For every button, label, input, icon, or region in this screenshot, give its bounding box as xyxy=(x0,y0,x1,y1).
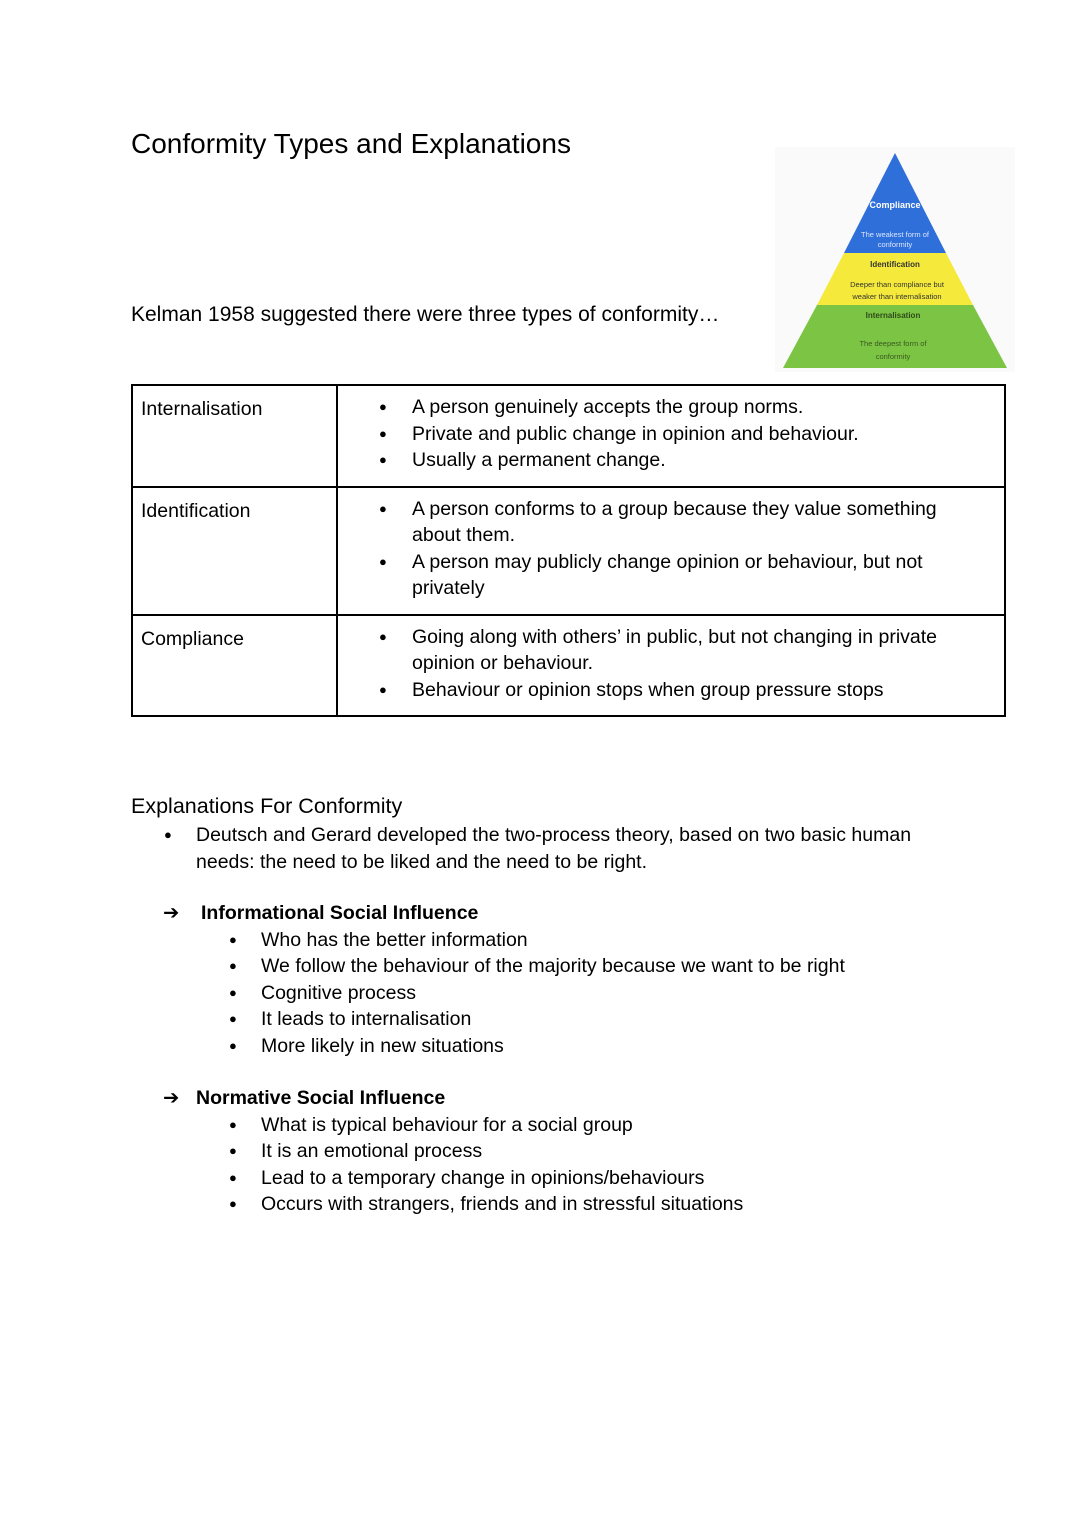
list-item: ● It is an emotional process xyxy=(163,1138,743,1165)
section-title: Informational Social Influence xyxy=(201,902,479,924)
pyramid-label-identification: Identification xyxy=(870,260,920,269)
list-item: ● Cognitive process xyxy=(163,980,845,1007)
arrow-icon: ➔ xyxy=(163,1087,180,1109)
list-item: ● More likely in new situations xyxy=(163,1033,845,1060)
informational-influence-section xyxy=(163,900,845,1059)
type-name: Internalisation xyxy=(132,385,337,487)
normative-influence-section xyxy=(163,1085,743,1218)
type-description xyxy=(337,615,1005,717)
type-description xyxy=(337,385,1005,487)
table-row xyxy=(132,615,1005,717)
list-item: ● Occurs with strangers, friends and in stressful situations xyxy=(163,1191,743,1218)
list-item: ● We follow the behaviour of the majority because we want to be right xyxy=(163,953,845,980)
section-heading xyxy=(163,900,845,927)
list-item: ● Usually a permanent change. xyxy=(412,447,990,474)
section-list xyxy=(163,927,845,1060)
table-row xyxy=(132,487,1005,615)
pyramid-desc-internalisation-2: conformity xyxy=(875,352,911,361)
list-item: ● It leads to internalisation xyxy=(163,1006,845,1033)
explanations-intro-list xyxy=(131,822,951,875)
list-item: ● Who has the better information xyxy=(163,927,845,954)
pyramid-desc-compliance-2: conformity xyxy=(877,240,913,249)
section-title: Normative Social Influence xyxy=(196,1087,446,1109)
type-name: Compliance xyxy=(132,615,337,717)
list-item: ● What is typical behaviour for a social group xyxy=(163,1112,743,1139)
list-item: ● Private and public change in opinion and behaviour. xyxy=(412,421,990,448)
table-row xyxy=(132,385,1005,487)
list-item: ● A person may publicly change opinion or behaviour, but not privately xyxy=(412,549,990,602)
pyramid-desc-identification-2: weaker than internalisation xyxy=(852,292,942,301)
pyramid-label-compliance: Compliance xyxy=(869,200,921,210)
type-name: Identification xyxy=(132,487,337,615)
section-list xyxy=(163,1112,743,1218)
page-title: Conformity Types and Explanations xyxy=(131,128,571,159)
list-item: ● A person genuinely accepts the group norms. xyxy=(412,394,990,421)
list-item: ● Lead to a temporary change in opinions/behaviours xyxy=(163,1165,743,1192)
intro-text: Kelman 1958 suggested there were three types of conformity… xyxy=(131,303,720,326)
conformity-types-table xyxy=(131,384,1006,717)
explanations-heading: Explanations For Conformity xyxy=(131,794,403,818)
pyramid-label-internalisation: Internalisation xyxy=(865,311,921,320)
section-heading xyxy=(163,1085,743,1112)
list-item: ● Behaviour or opinion stops when group pressure stops xyxy=(412,677,990,704)
list-item: ● A person conforms to a group because they value something about them. xyxy=(412,496,990,549)
list-item: ● Going along with others’ in public, but not changing in private opinion or behaviour. xyxy=(412,624,990,677)
pyramid-desc-identification-1: Deeper than compliance but xyxy=(850,280,944,289)
arrow-icon: ➔ xyxy=(163,902,180,924)
type-description xyxy=(337,487,1005,615)
pyramid-desc-internalisation-1: The deepest form of xyxy=(859,339,927,348)
conformity-pyramid xyxy=(775,147,1015,372)
list-item: ● Deutsch and Gerard developed the two-process theory, based on two basic human needs: the need to be liked and the need to be right. xyxy=(131,822,951,875)
pyramid-desc-compliance-1: The weakest form of xyxy=(861,230,929,239)
